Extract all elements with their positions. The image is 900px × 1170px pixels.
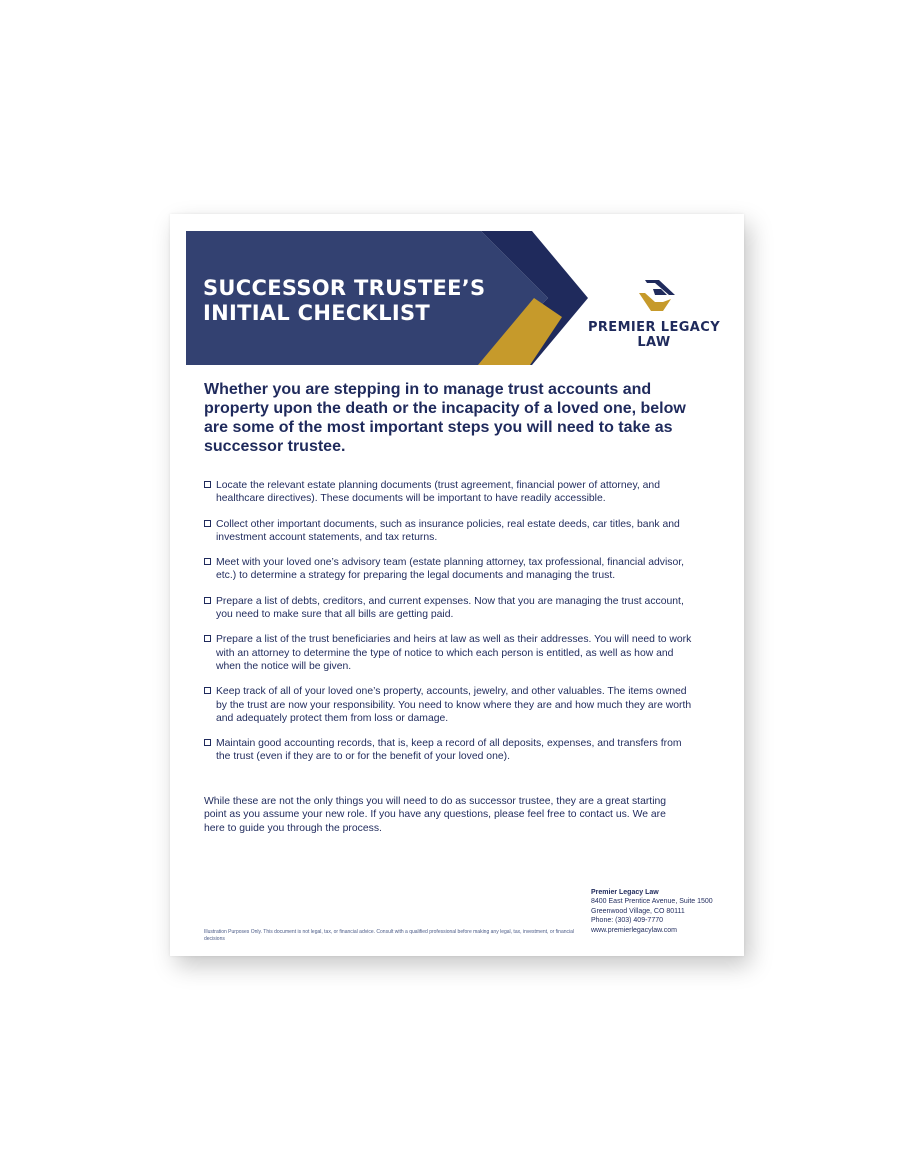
checklist-item [204, 595, 694, 622]
title-line-1: SUCCESSOR TRUSTEE’S [203, 276, 486, 300]
checklist-item-text: Locate the relevant estate planning documents (trust agreement, financial power of attorney, and healthcare directives). These documents will be important to have readily accessible. [216, 480, 660, 505]
contact-website: www.premierlegacylaw.com [591, 926, 677, 934]
checklist-item [204, 479, 694, 506]
checklist-item-text: Maintain good accounting records, that is, keep a record of all deposits, expenses, and transfers from the trust (even if they are to or for the benefit of your loved one). [216, 738, 682, 763]
checklist-item [204, 737, 694, 764]
checklist-item-text: Prepare a list of the trust beneficiaries and heirs at law as well as their addresses. You will need to work with an attorney to determine the type of notice to which each person is entitled, as well as how and when the notice will be given. [216, 634, 692, 672]
checkbox-icon [204, 739, 211, 746]
checklist-item-text: Meet with your loved one’s advisory team (estate planning attorney, tax professional, financial advisor, etc.) to determine a strategy for preparing the legal documents and managing the trust. [216, 557, 685, 582]
checklist-item-text: Prepare a list of debts, creditors, and current expenses. Now that you are managing the trust account, you need to make sure that all bills are getting paid. [216, 595, 684, 621]
firm-logo [584, 280, 724, 350]
checkbox-icon [204, 687, 211, 694]
checkbox-icon [204, 520, 211, 527]
header-banner [186, 231, 588, 365]
checkbox-icon [204, 597, 211, 604]
contact-address-line-1: 8400 East Prentice Avenue, Suite 1500 [591, 898, 713, 906]
checklist-item-text: Collect other important documents, such as insurance policies, real estate deeds, car titles, bank and investment account statements, and tax returns. [216, 518, 680, 543]
closing-paragraph: While these are not the only things you will need to do as successor trustee, they are a great starting point as you assume your new role. If you have any questions, please feel free to contact us. We are here to guide you through the process. [204, 796, 667, 834]
contact-block [591, 888, 741, 935]
logo-line-2: LAW [637, 335, 671, 350]
checkbox-icon [204, 558, 211, 565]
checklist-item-text: Keep track of all of your loved one’s property, accounts, jewelry, and other valuables. The items owned by the trust are now your responsibility. You need to know where they are and how much they are worth and adequately protect them from loss or damage. [216, 686, 692, 724]
checkbox-icon [204, 635, 211, 642]
diamond-chevron-logo-icon [633, 280, 677, 314]
page-title [203, 276, 503, 326]
contact-firm-name: Premier Legacy Law [591, 889, 659, 896]
contact-address-line-2: Greenwood Village, CO 80111 [591, 907, 685, 915]
logo-line-1: PREMIER LEGACY [587, 320, 721, 335]
title-line-2: INITIAL CHECKLIST [203, 301, 431, 325]
contact-phone: Phone: (303) 409-7770 [591, 917, 663, 925]
checklist-item [204, 518, 694, 545]
checklist-document-page [170, 214, 744, 956]
intro-paragraph: Whether you are stepping in to manage trust accounts and property upon the death or the incapacity of a loved one, below are some of the most important steps you will need to take as successor trustee. [204, 381, 686, 455]
checklist-item [204, 556, 694, 583]
checklist [204, 479, 694, 776]
checkbox-icon [204, 481, 211, 488]
checklist-item [204, 685, 694, 725]
disclaimer-text: Illustration Purposes Only. This document is not legal, tax, or financial advice. Consult with a qualified professional before making any legal, tax, investment, or financial decisions [204, 929, 575, 942]
checklist-item [204, 633, 694, 673]
logo-wordmark [584, 320, 724, 350]
